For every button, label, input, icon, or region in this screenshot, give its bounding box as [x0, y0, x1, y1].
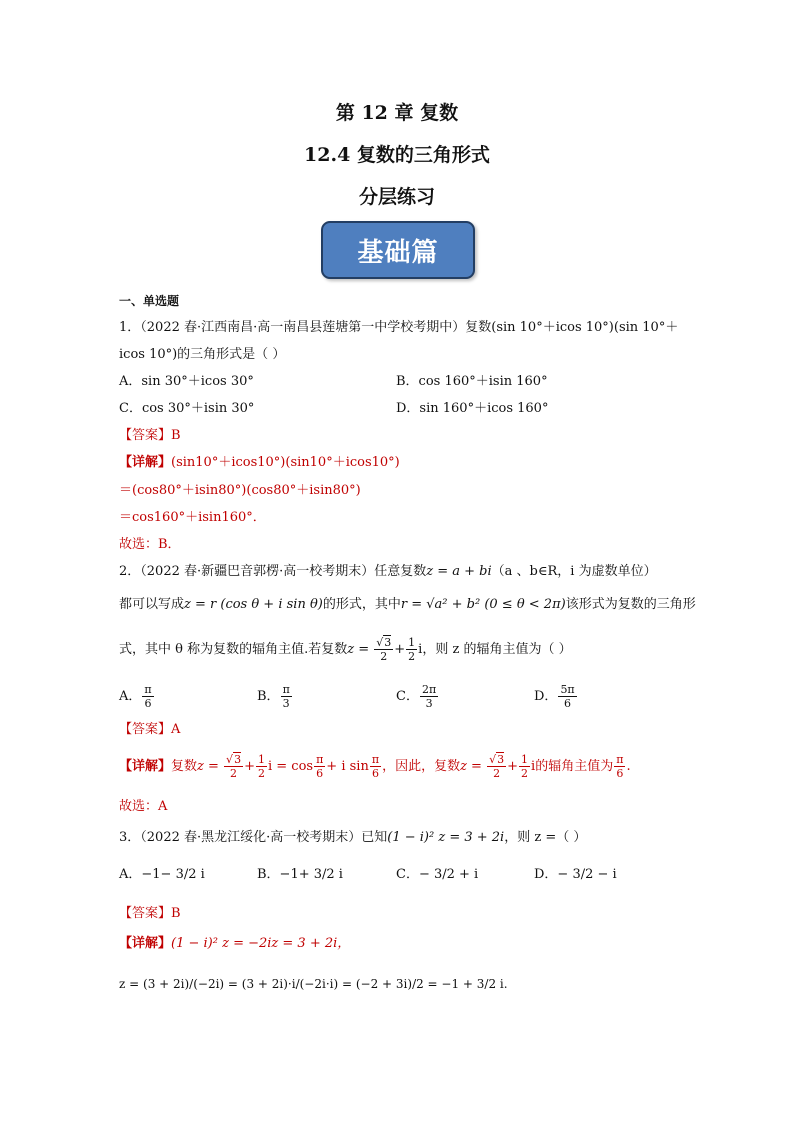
q2-option-b-num: π [282, 683, 290, 696]
q2-option-c-num: 2π [421, 683, 437, 696]
q3-stem-text-a: 3．（2022 春·黑龙江绥化·高一校考期末）已知 [119, 830, 388, 845]
q1-stem-line1: 1．（2022 春·江西南昌·高一南昌县莲塘第一中学校考期中）复数(sin 10°＋icos 10°)(sin 10°＋ [119, 320, 679, 335]
q2-answer [119, 721, 180, 739]
q2-explain: 【详解】复数z = $\frac{√3}{2}$ + $\frac{1}{2}$ i = cos $\frac{\pi}{6}$ + i sin $\frac{\pi}{6}$ ，因此，复数z = $\frac{√3}{2}$ + $\frac{1}{2}$ i的辐角主值为 $\frac{\pi}{6}$ . [119, 753, 631, 780]
q3-answer [119, 905, 181, 923]
q2-stem-text2e: 该形式为复数的三角形 [565, 597, 696, 612]
q2-option-a-den: 6 [144, 697, 152, 710]
q2-option-d [534, 682, 578, 712]
q2-explain-text-c: 的辐角主值为 [535, 759, 614, 774]
q2-stem-text3b: ，则 z 的辐角主值为（ ） [422, 642, 572, 657]
q2-option-d-den: 6 [564, 697, 572, 710]
q3-option-c: C．− 3/2 + i [396, 867, 479, 882]
q1-answer-value: B [171, 428, 181, 443]
q2-option-c [396, 682, 439, 712]
q3-option-b: B．−1+ 3/2 i [257, 867, 343, 882]
q1-explain-line3: ＝cos160°＋isin160°． [119, 510, 266, 525]
q2-stem-line1 [119, 563, 657, 581]
q1-answer [119, 427, 181, 445]
q3-stem [119, 829, 586, 847]
q1-option-d: D．sin 160°＋icos 160° [396, 401, 549, 416]
q2-stem-text2a: 都可以写成 [119, 597, 185, 612]
q2-option-c-label: C． [396, 689, 419, 704]
q2-option-b-den: 3 [282, 697, 290, 710]
q2-stem-line3: 式，其中 θ 称为复数的辐角主值.若复数z = $\frac{√3}{2}$ + $\frac{1}{2}$ i，则 z 的辐角主值为（ ） [119, 636, 572, 663]
q2-formula-z: z = a + bi [426, 564, 492, 579]
q1-explain-text1: (sin10°＋icos10°)(sin10°＋icos10°) [171, 455, 400, 470]
q2-explain-text-b: ，因此，复数 [382, 759, 461, 774]
q1-conclusion: 故选：B． [119, 537, 181, 552]
q2-answer-value: A [171, 722, 181, 737]
q1-option-b: B．cos 160°＋isin 160° [396, 374, 548, 389]
q2-explain-text-a: 复数 [171, 759, 198, 774]
q2-option-d-num: 5π [560, 683, 575, 696]
q2-conclusion: 故选：A [119, 799, 168, 814]
chapter-title: 第 12 章 复数 [335, 102, 459, 124]
q2-option-b-label: B． [257, 689, 280, 704]
q2-option-b [257, 682, 293, 712]
q2-given-z: z = [347, 642, 370, 657]
q2-given-frac2: $\frac{1}{2}$ [408, 636, 416, 663]
q3-answer-value: B [171, 906, 181, 921]
q3-option-a: A．−1− 3/2 i [119, 867, 205, 882]
q1-explain-label: 【详解】 [119, 455, 172, 470]
q1-explain-line1 [119, 454, 400, 472]
q3-option-d: D．− 3/2 − i [534, 867, 617, 882]
q3-explain-label: 【详解】 [119, 936, 172, 951]
level-badge [321, 221, 475, 279]
q2-answer-label: 【答案】 [119, 722, 172, 737]
q2-stem-text2c: 的形式，其中 [322, 597, 401, 612]
q3-explain-line2: z = (3 + 2i)/(−2i) = (3 + 2i)·i/(−2i·i) = (−2 + 3i)/2 = −1 + 3/2 i. [119, 977, 508, 991]
q2-stem-line2 [119, 596, 696, 614]
q1-option-c: C．cos 30°＋isin 30° [119, 401, 255, 416]
q3-answer-label: 【答案】 [119, 906, 172, 921]
section-title: 12.4 复数的三角形式 [304, 144, 490, 166]
q2-given-frac1: $\frac{√3}{2}$ [376, 636, 392, 663]
q2-option-a-num: π [144, 683, 152, 696]
q2-stem-text3a: 式，其中 θ 称为复数的辐角主值.若复数 [119, 642, 348, 657]
q1-stem-line2: icos 10°)的三角形式是（ ） [119, 347, 286, 362]
q3-explain-line1 [119, 935, 350, 953]
q3-stem-text-c: ，则 z =（ ） [504, 830, 587, 845]
q2-option-c-den: 3 [425, 697, 433, 710]
q2-option-a [119, 682, 155, 712]
q2-formula-r: r = √a² + b² (0 ≤ θ < 2π) [400, 597, 566, 612]
q2-stem-text1a: 2．（2022 春·新疆巴音郭楞·高一校考期末）任意复数 [119, 564, 427, 579]
q1-option-a: A．sin 30°＋icos 30° [119, 374, 254, 389]
part-title: 一、单选题 [119, 294, 180, 308]
q3-equation: (1 − i)² z = 3 + 2i [387, 830, 505, 845]
subtitle: 分层练习 [358, 186, 435, 208]
q2-option-d-label: D． [534, 689, 558, 704]
q1-explain-line2: ＝(cos80°＋isin80°)(cos80°＋isin80°) [119, 483, 361, 498]
q2-explain-label: 【详解】 [119, 759, 172, 774]
q2-option-a-label: A． [119, 689, 142, 704]
q3-explain-text1: (1 − i)² z = −2iz = 3 + 2i， [171, 936, 351, 951]
level-badge-label: 基础篇 [357, 237, 439, 268]
q2-stem-text1c: （a 、b∈R，i 为虚数单位） [491, 564, 657, 579]
q2-formula-trig: z = r (cos θ + i sin θ) [184, 597, 323, 612]
q1-answer-label: 【答案】 [119, 428, 172, 443]
